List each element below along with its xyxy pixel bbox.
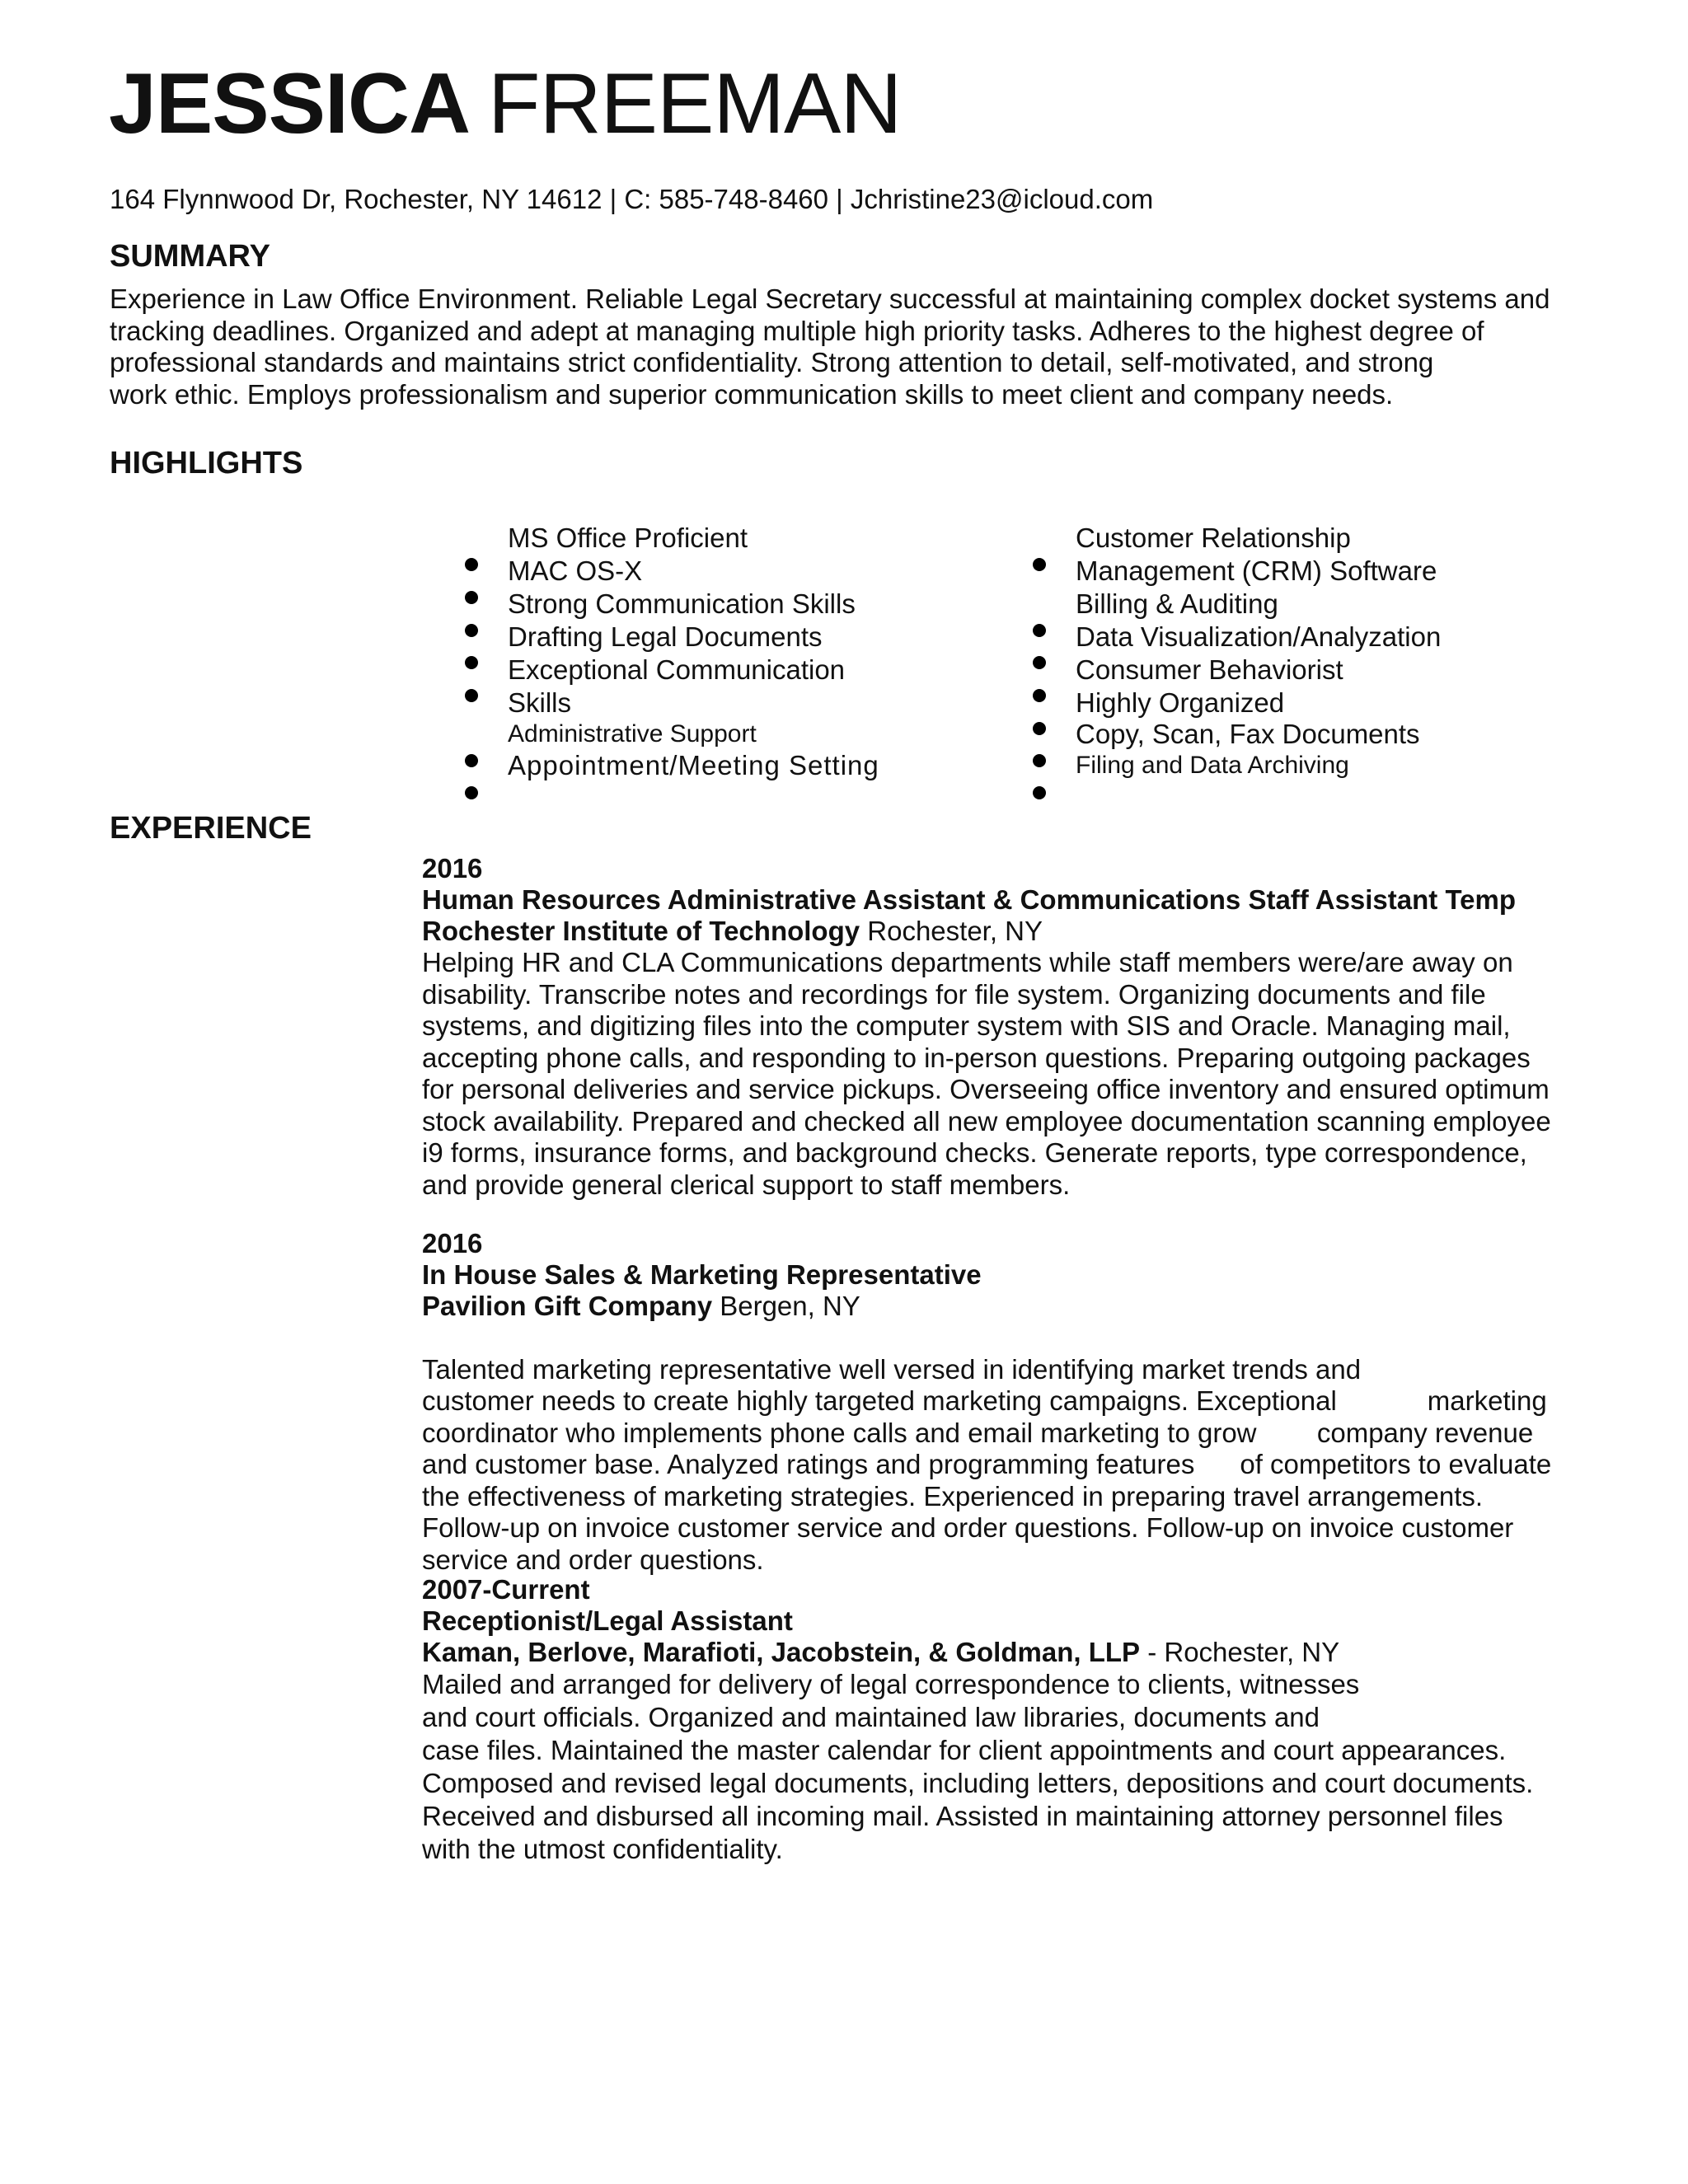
highlight-item: Data Visualization/Analyzation xyxy=(1076,621,1442,652)
job-description-line: with the utmost confidentiality. xyxy=(422,1834,783,1864)
job-company: Rochester Institute of Technology xyxy=(422,916,860,946)
summary-line: professional standards and maintains strict confidentiality. Strong attention to detail, self-motivated, and strong xyxy=(110,347,1434,377)
job-company-line xyxy=(422,916,1551,947)
job-entry xyxy=(422,1574,1533,1866)
bullet-icon xyxy=(1033,656,1046,669)
summary-line: work ethic. Employs professionalism and superior communication skills to meet client and company needs. xyxy=(110,378,1394,410)
job-description xyxy=(422,1668,1533,1866)
highlights-left-column xyxy=(508,522,879,782)
job-year: 2016 xyxy=(422,1228,483,1258)
job-company-line xyxy=(422,1291,1551,1322)
bullet-icon xyxy=(1033,786,1046,799)
highlight-item: Administrative Support xyxy=(508,720,757,748)
job-description-line: Composed and revised legal documents, including letters, depositions and court documents. xyxy=(422,1768,1534,1798)
highlight-item: MS Office Proficient xyxy=(508,523,748,553)
job-description-line: service and order questions. xyxy=(422,1544,764,1575)
job-description-line: case files. Maintained the master calendar for client appointments and court appearances. xyxy=(422,1735,1507,1765)
job-description-line: accepting phone calls, and responding to in-person questions. Preparing outgoing packages xyxy=(422,1042,1531,1073)
bullet-icon xyxy=(465,558,478,571)
job-title: In House Sales & Marketing Representative xyxy=(422,1259,982,1290)
bullet-icon xyxy=(465,689,478,702)
highlight-item: Billing & Auditing xyxy=(1076,588,1278,619)
job-description xyxy=(422,947,1551,1201)
job-location: Bergen, NY xyxy=(712,1291,860,1321)
highlight-item: Strong Communication Skills xyxy=(508,588,856,619)
job-location: Rochester, NY xyxy=(860,916,1043,946)
bullet-icon xyxy=(1033,558,1046,571)
job-description-line: and court officials. Organized and maintained law libraries, documents and xyxy=(422,1702,1320,1732)
job-description-line: Helping HR and CLA Communications departments while staff members were/are away on xyxy=(422,947,1513,977)
highlight-item: Drafting Legal Documents xyxy=(508,621,823,652)
job-description-line: and customer base. Analyzed ratings and programming features of competitors to evaluate xyxy=(422,1449,1552,1479)
job-description-line: the effectiveness of marketing strategies. Experienced in preparing travel arrangements. xyxy=(422,1480,1484,1511)
bullet-icon xyxy=(1033,754,1046,767)
job-description-line: i9 forms, insurance forms, and background checks. Generate reports, type correspondence, xyxy=(422,1137,1527,1168)
highlight-item: Customer Relationship xyxy=(1076,523,1351,553)
bullet-icon xyxy=(1033,722,1046,735)
highlight-item: Highly Organized xyxy=(1076,687,1285,718)
highlight-item: Appointment/Meeting Setting xyxy=(508,750,879,780)
job-description-line: Received and disbursed all incoming mail. Assisted in maintaining attorney personnel files xyxy=(422,1801,1503,1831)
highlights-right-column xyxy=(1076,522,1441,782)
job-company-line xyxy=(422,1637,1533,1668)
summary-line: Experience in Law Office Environment. Reliable Legal Secretary successful at maintaining complex docket systems and xyxy=(110,284,1550,314)
job-description-line: customer needs to create highly targeted marketing campaigns. Exceptional marketing xyxy=(422,1385,1547,1416)
summary-text xyxy=(110,284,1550,410)
contact-line: 164 Flynnwood Dr, Rochester, NY 14612 | C: 585-748-8460 | Jchristine23@icloud.com xyxy=(110,184,1154,214)
highlight-item: Consumer Behaviorist xyxy=(1076,654,1343,685)
job-location: - Rochester, NY xyxy=(1140,1637,1340,1667)
job-description-line: coordinator who implements phone calls and email marketing to grow company revenue xyxy=(422,1417,1534,1448)
job-description-line: and provide general clerical support to staff members. xyxy=(422,1169,1071,1200)
summary-heading: SUMMARY xyxy=(110,239,270,274)
job-description-line: systems, and digitizing files into the computer system with SIS and Oracle. Managing mail, xyxy=(422,1010,1511,1041)
first-name: JESSICA xyxy=(109,56,471,152)
job-description-line: Talented marketing representative well versed in identifying market trends and xyxy=(422,1353,1362,1385)
highlight-item: Skills xyxy=(508,687,572,718)
bullet-icon xyxy=(1033,624,1046,637)
last-name: FREEMAN xyxy=(488,56,902,152)
job-year: 2016 xyxy=(422,853,483,883)
job-description-line: stock availability. Prepared and checked all new employee documentation scanning employee xyxy=(422,1105,1551,1137)
highlight-item: Exceptional Communication xyxy=(508,654,846,685)
highlight-item: Filing and Data Archiving xyxy=(1076,752,1349,779)
job-title: Human Resources Administrative Assistant & Communications Staff Assistant Temp xyxy=(422,884,1517,915)
bullet-icon xyxy=(465,754,478,767)
job-description-line: Mailed and arranged for delivery of legal correspondence to clients, witnesses xyxy=(422,1669,1360,1699)
highlight-item: MAC OS-X xyxy=(508,555,643,586)
job-company: Pavilion Gift Company xyxy=(422,1291,713,1321)
job-description-line: Follow-up on invoice customer service and order questions. Follow-up on invoice customer xyxy=(422,1512,1514,1543)
candidate-name xyxy=(109,56,902,152)
highlights-heading: HIGHLIGHTS xyxy=(110,446,303,480)
bullet-icon xyxy=(465,656,478,669)
job-description-line: for personal deliveries and service pickups. Overseeing office inventory and ensured optimum xyxy=(422,1074,1550,1104)
bullet-icon xyxy=(465,786,478,799)
job-company: Kaman, Berlove, Marafioti, Jacobstein, & Goldman, LLP xyxy=(422,1637,1141,1667)
job-description-line: disability. Transcribe notes and recordings for file system. Organizing documents and file xyxy=(422,978,1486,1010)
job-year: 2007-Current xyxy=(422,1574,590,1605)
summary-line: tracking deadlines. Organized and adept at managing multiple high priority tasks. Adheres to the highest degree of xyxy=(110,315,1484,346)
bullet-icon xyxy=(465,591,478,604)
experience-heading: EXPERIENCE xyxy=(110,811,312,846)
bullet-icon xyxy=(465,624,478,637)
job-entry xyxy=(422,853,1551,1201)
bullet-icon xyxy=(1033,689,1046,702)
highlight-item: Management (CRM) Software xyxy=(1076,555,1437,586)
highlight-item: Copy, Scan, Fax Documents xyxy=(1076,719,1420,749)
job-title: Receptionist/Legal Assistant xyxy=(422,1605,793,1636)
